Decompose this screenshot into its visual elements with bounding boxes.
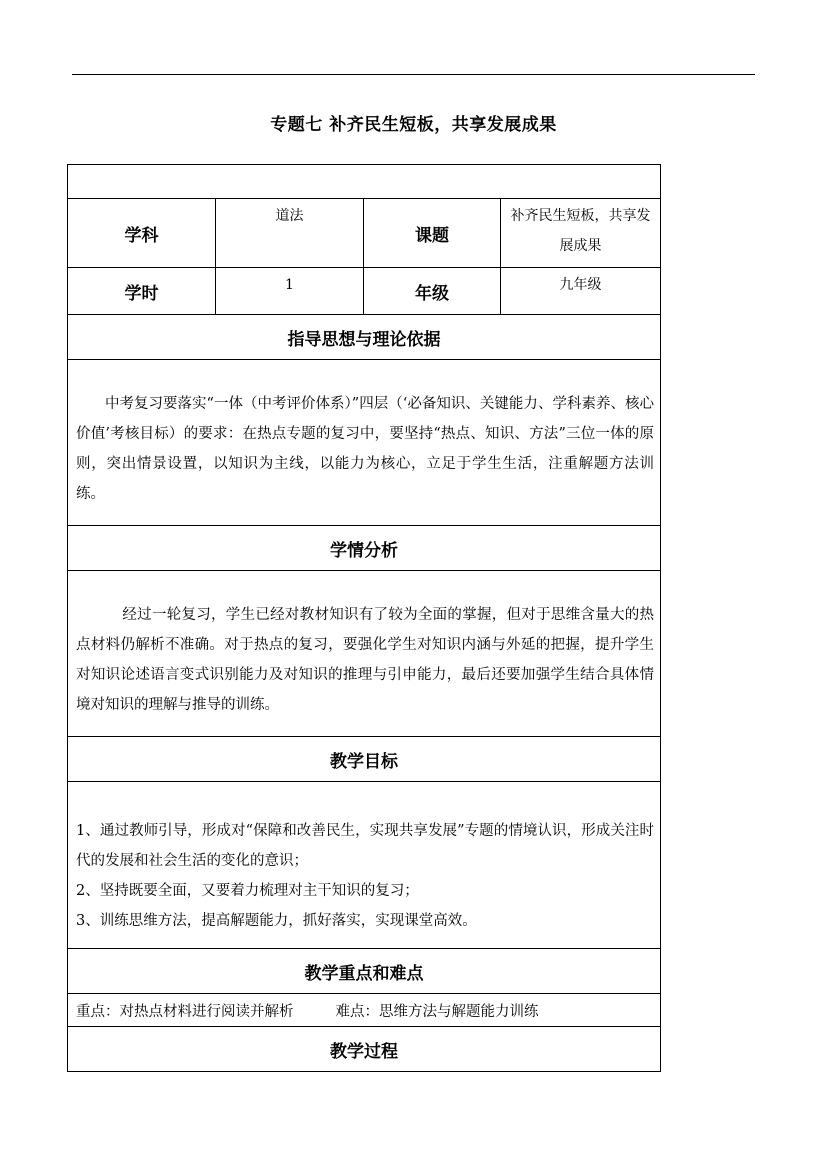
guiding-body: [68, 360, 661, 526]
analysis-text: 经过一轮复习，学生已经对教材知识有了较为全面的掌握，但对于思维含量大的热点材料仍解析不准确。对于热点的复习，要强化学生对知识内涵与外延的把握，提升学生对知识论述语言变式识别能力及对知识的推理与引申能力，最后还要加强学生结合具体情境对知识的理解与推导的训练。: [76, 607, 654, 713]
goals-heading-row: [68, 737, 661, 782]
guiding-body-row: [68, 360, 661, 526]
subject-value: 道法: [216, 199, 364, 268]
goals-body-row: [68, 782, 661, 949]
goals-body: [68, 782, 661, 949]
subject-row: [68, 199, 661, 268]
keypoints-heading-row: [68, 949, 661, 994]
analysis-body-row: [68, 571, 661, 737]
analysis-body: [68, 571, 661, 737]
topic-label: 课题: [364, 199, 501, 268]
grade-value: 九年级: [501, 268, 661, 315]
header-rule: [72, 74, 755, 75]
guiding-text: 中考复习要落实“一体（中考评价体系）”四层（‘必备知识、关键能力、学科素养、核心价值’考核目标）的要求：在热点专题的复习中，要坚持“热点、知识、方法”三位一体的原则，突出情景设置，以知识为主线，以能力为核心，立足于学生生活，注重解题方法训练。: [76, 396, 654, 502]
grade-label: 年级: [364, 268, 501, 315]
keypoints-body-row: [68, 994, 661, 1027]
goal-item: 3、训练思维方法，提高解题能力，抓好落实，实现课堂高效。: [76, 913, 477, 929]
keypoints-body: [68, 994, 661, 1027]
guiding-heading: 指导思想与理论依据: [68, 315, 661, 360]
goal-item: 2、坚持既要全面，又要着力梳理对主干知识的复习；: [76, 883, 419, 899]
lesson-plan-table: [67, 164, 661, 1072]
process-heading-row: [68, 1027, 661, 1072]
hours-row: [68, 268, 661, 315]
goal-item: 1、通过教师引导，形成对“保障和改善民生，实现共享发展”专题的情境认识，形成关注时代的发展和社会生活的变化的意识；: [76, 823, 654, 869]
analysis-heading: 学情分析: [68, 526, 661, 571]
subject-label: 学科: [68, 199, 216, 268]
blank-row: [68, 165, 661, 199]
analysis-heading-row: [68, 526, 661, 571]
keypoints-heading: 教学重点和难点: [68, 949, 661, 994]
hours-value: 1: [216, 268, 364, 315]
topic-value: 补齐民生短板，共享发展成果: [501, 199, 661, 268]
difficulty-text: 难点：思维方法与解题能力训练: [335, 1003, 539, 1020]
document-title: 专题七 补齐民生短板，共享发展成果: [270, 115, 557, 135]
process-heading: 教学过程: [68, 1027, 661, 1072]
focus-text: 重点：对热点材料进行阅读并解析: [76, 1003, 294, 1020]
guiding-heading-row: [68, 315, 661, 360]
hours-label: 学时: [68, 268, 216, 315]
goals-heading: 教学目标: [68, 737, 661, 782]
